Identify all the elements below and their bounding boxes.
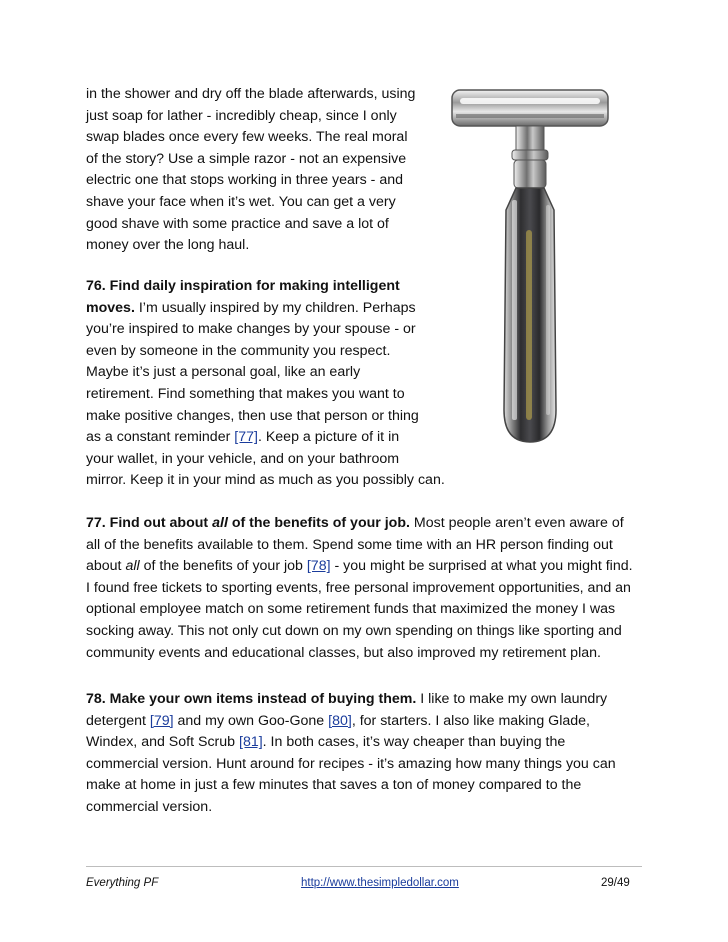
safety-razor-image	[446, 80, 614, 452]
text-line: and my own Goo-Gone	[173, 712, 329, 729]
emphasis: all	[125, 558, 140, 575]
text-line: even by someone in the community you respect.	[86, 342, 391, 359]
text-line: electric one that stops working in three years - and	[86, 172, 404, 189]
text-line: detergent	[86, 712, 150, 729]
intro-paragraph	[86, 84, 456, 257]
text-line: retirement. Find something that makes you want to	[86, 385, 405, 402]
footer-url-link[interactable]: http://www.thesimpledollar.com	[301, 877, 459, 889]
text-line: of the story? Use a simple razor - not an expensive	[86, 150, 407, 167]
text-line: - you might be surprised at what you might find.	[330, 558, 633, 575]
heading-part: of the benefits of your job.	[227, 515, 410, 531]
text-line: Maybe it’s just a personal goal, like an early	[86, 364, 361, 381]
text-line: Most people aren’t even aware of	[409, 515, 624, 531]
text-line: your wallet, in your vehicle, and on your bathroom	[86, 450, 400, 467]
footer-title: Everything PF	[86, 877, 159, 889]
text-line: I found free tickets to sporting events, free personal improvement opportunities, and an	[86, 579, 631, 596]
text-line: . In both cases, it’s way cheaper than buying the	[262, 734, 566, 751]
heading-part: 77. Find out about	[86, 515, 213, 531]
text-line: in the shower and dry off the blade afterwards, using	[86, 86, 416, 102]
tip-78-heading: 78. Make your own items instead of buying them.	[86, 691, 417, 707]
text-line: make positive changes, then use that person or thing	[86, 407, 419, 424]
text-line: about	[86, 558, 126, 575]
tip-76-heading: 76. Find daily inspiration for making intelligent	[86, 278, 400, 294]
text-line: swap blades once every few weeks. The real moral	[86, 129, 408, 146]
text-line: mirror. Keep it in your mind as much as you possibly can.	[86, 472, 445, 489]
text-line: just soap for lather - incredibly cheap, since I only	[86, 107, 397, 124]
text-line: shave your face when it’s wet. You can get a very	[86, 193, 396, 210]
text-line: I’m usually inspired by my children. Perhaps	[134, 299, 416, 316]
text-line: good shave with some practice and save a lot of	[86, 215, 389, 232]
text-line: all of the benefits available to them. Spend some time with an HR person finding out	[86, 536, 613, 553]
text-line: . Keep a picture of it in	[257, 429, 400, 446]
text-line: as a constant reminder	[86, 429, 235, 446]
heading-emphasis: all	[212, 515, 228, 531]
text-line: commercial version. Hunt around for recipes - it’s amazing how many things you can	[86, 755, 616, 772]
page-number: 29/49	[601, 877, 630, 889]
tip-78-paragraph	[86, 689, 646, 819]
tip-76-heading-cont: moves.	[86, 299, 135, 316]
footer-divider	[86, 866, 642, 867]
text-line: optional employee match on some retirement funds that maximized the money I was	[86, 601, 616, 618]
text-line: make at home in just a few minutes that saves a ton of money compared to the	[86, 777, 582, 794]
tip-77-heading	[86, 515, 410, 531]
tip-77-paragraph	[86, 513, 646, 664]
text-line: money over the long haul.	[86, 237, 250, 254]
text-line: I like to make my own laundry	[416, 691, 608, 707]
text-line: you’re inspired to make changes by your spouse - or	[86, 321, 416, 338]
reference-link-78[interactable]: [78]	[306, 558, 331, 575]
text-line: of the benefits of your job	[139, 558, 307, 575]
reference-link-80[interactable]: [80]	[328, 712, 352, 729]
tip-76-paragraph	[86, 276, 456, 492]
reference-link-77[interactable]: [77]	[234, 429, 258, 446]
text-line: , for starters. I also like making Glade,	[351, 712, 590, 729]
text-line: socking away. This not only cut down on my own spending on things like sporting and	[86, 622, 622, 639]
text-line: Windex, and Soft Scrub	[86, 734, 239, 751]
text-line: commercial version.	[86, 798, 213, 815]
reference-link-81[interactable]: [81]	[239, 734, 263, 751]
reference-link-79[interactable]: [79]	[149, 712, 174, 729]
text-line: community events and educational classes, but also improved my retirement plan.	[86, 644, 601, 661]
